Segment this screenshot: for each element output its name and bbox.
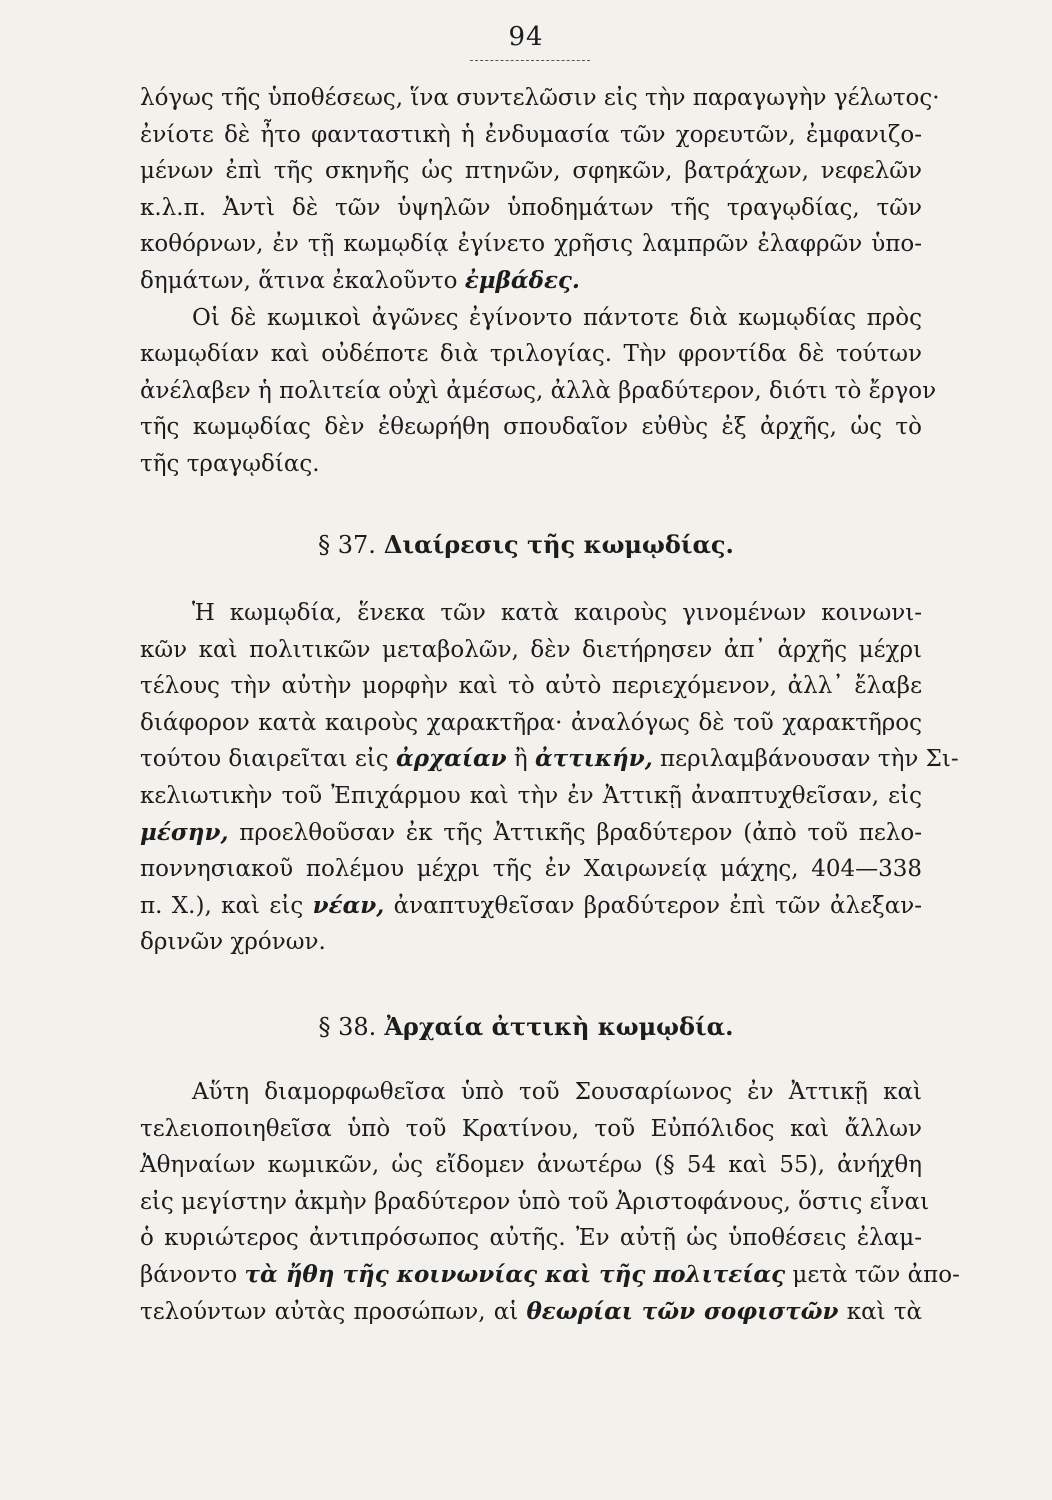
page-number: 94 [508, 22, 544, 52]
text-block-2 [140, 595, 959, 961]
text-line: τῆς κωμῳδίας δὲν ἐθεωρήθη σπουδαῖον εὐθὺς ἐξ ἀρχῆς, ὡς τὸ [140, 414, 922, 441]
text-run: ἢ [513, 746, 528, 773]
text-line [140, 815, 922, 852]
section-title: Ἀρχαία ἀττικὴ κωμῳδία. [384, 1012, 734, 1041]
emphasis-term: τὰ ἤθη τῆς κοινωνίας καὶ τῆς πολιτείας [244, 1260, 786, 1288]
text-line [140, 1294, 922, 1331]
text-line: ἀνέλαβεν ἡ πολιτεία οὐχὶ ἀμέσως, ἀλλὰ βραδύτερον, διότι τὸ ἔργον [140, 377, 937, 404]
text-run: ἀναπτυχθεῖσαν βραδύτερον ἐπὶ τῶν ἀλεξαν- [393, 892, 922, 919]
emphasis-term: ἐμβάδες. [464, 266, 580, 294]
emphasis-term: θεωρίαι τῶν σοφιστῶν [526, 1297, 839, 1325]
text-line: τέλους τὴν αὐτὴν μορφὴν καὶ τὸ αὐτὸ περιεχόμενον, ἀλλ᾽ ἔλαβε [140, 673, 922, 700]
text-line: κοθόρνων, ἐν τῇ κωμῳδίᾳ ἐγίνετο χρῆσις λαμπρῶν ἐλαφρῶν ὑπο- [140, 231, 922, 258]
section-heading-38 [0, 1012, 1052, 1041]
text-line: μένων ἐπὶ τῆς σκηνῆς ὡς πτηνῶν, σφηκῶν, βατράχων, νεφελῶν [140, 158, 922, 185]
text-run: δημάτων, ἅτινα ἐκαλοῦντο [140, 267, 458, 294]
text-run: μετὰ τῶν ἀπο- [792, 1261, 960, 1288]
text-line: τῆς τραγῳδίας. [140, 450, 320, 477]
text-run: π. Χ.), καὶ εἰς [140, 892, 304, 919]
text-run: τούτου διαιρεῖται εἰς [140, 746, 389, 773]
text-line: ὁ κυριώτερος ἀντιπρόσωπος αὐτῆς. Ἐν αὐτῇ ὡς ὑποθέσεις ἐλαμ- [140, 1225, 922, 1252]
text-run: καὶ τὰ [846, 1298, 923, 1325]
emphasis-term: νέαν, [312, 891, 385, 919]
header-rule [470, 60, 590, 61]
section-heading-37 [0, 530, 1052, 559]
text-line: κελιωτικὴν τοῦ Ἐπιχάρμου καὶ τὴν ἐν Ἀττικῇ ἀναπτυχθεῖσαν, εἰς [140, 782, 922, 809]
text-run: προελθοῦσαν ἐκ τῆς Ἀττικῆς βραδύτερον (ἀπὸ τοῦ πελο- [239, 819, 923, 846]
text-line: Οἱ δὲ κωμικοὶ ἀγῶνες ἐγίνοντο πάντοτε διὰ κωμῳδίας πρὸς [192, 304, 922, 331]
text-line: ποννησιακοῦ πολέμου μέχρι τῆς ἐν Χαιρωνείᾳ μάχης, 404—338 [140, 856, 922, 883]
text-line: δρινῶν χρόνων. [140, 929, 326, 956]
text-line [140, 263, 922, 300]
emphasis-term: ἀρχαίαν [396, 745, 507, 773]
text-block-3 [140, 1074, 960, 1330]
text-run: βάνοντο [140, 1261, 238, 1288]
text-line [140, 741, 959, 778]
section-number: § 38. [318, 1013, 377, 1041]
text-line: Αὕτη διαμορφωθεῖσα ὑπὸ τοῦ Σουσαρίωνος ἐν Ἀττικῇ καὶ [192, 1079, 922, 1105]
text-line: Ἡ κωμῳδία, ἕνεκα τῶν κατὰ καιροὺς γινομένων κοινωνι- [192, 600, 922, 626]
text-run: τελούντων αὐτὰς προσώπων, αἱ [140, 1298, 519, 1325]
text-run: περιλαμβάνουσαν τὴν Σι- [660, 746, 959, 773]
text-line: κῶν καὶ πολιτικῶν μεταβολῶν, δὲν διετήρησεν ἀπ᾽ ἀρχῆς μέχρι [140, 636, 922, 663]
text-line: τελειοποιηθεῖσα ὑπὸ τοῦ Κρατίνου, τοῦ Εὐπόλιδος καὶ ἄλλων [140, 1115, 922, 1142]
text-line: Ἀθηναίων κωμικῶν, ὡς εἴδομεν ἀνωτέρω (§ 54 καὶ 55), ἀνήχθη [140, 1152, 922, 1179]
section-number: § 37. [318, 531, 376, 559]
section-title: Διαίρεσις τῆς κωμῳδίας. [383, 530, 734, 559]
text-line: ἐνίοτε δὲ ἦτο φανταστικὴ ἡ ἐνδυμασία τῶν χορευτῶν, ἐμφανιζο- [140, 121, 922, 148]
text-line: εἰς μεγίστην ἀκμὴν βραδύτερον ὑπὸ τοῦ Ἀριστοφάνους, ὅστις εἶναι [140, 1188, 930, 1215]
emphasis-term: ἀττικήν, [535, 745, 653, 773]
text-line [140, 888, 922, 925]
text-block-1 [140, 80, 940, 483]
text-line: κωμῳδίαν καὶ οὐδέποτε διὰ τριλογίας. Τὴν φροντίδα δὲ τούτων [140, 341, 922, 368]
text-line [140, 1257, 960, 1294]
text-line: διάφορον κατὰ καιροὺς χαρακτῆρα· ἀναλόγως δὲ τοῦ χαρακτῆρος [140, 709, 922, 736]
emphasis-term: μέσην, [140, 818, 229, 846]
text-line: κ.λ.π. Ἀντὶ δὲ τῶν ὑψηλῶν ὑποδημάτων τῆς τραγῳδίας, τῶν [140, 194, 922, 221]
text-line: λόγως τῆς ὑποθέσεως, ἵνα συντελῶσιν εἰς τὴν παραγωγὴν γέλωτος· [140, 85, 940, 111]
